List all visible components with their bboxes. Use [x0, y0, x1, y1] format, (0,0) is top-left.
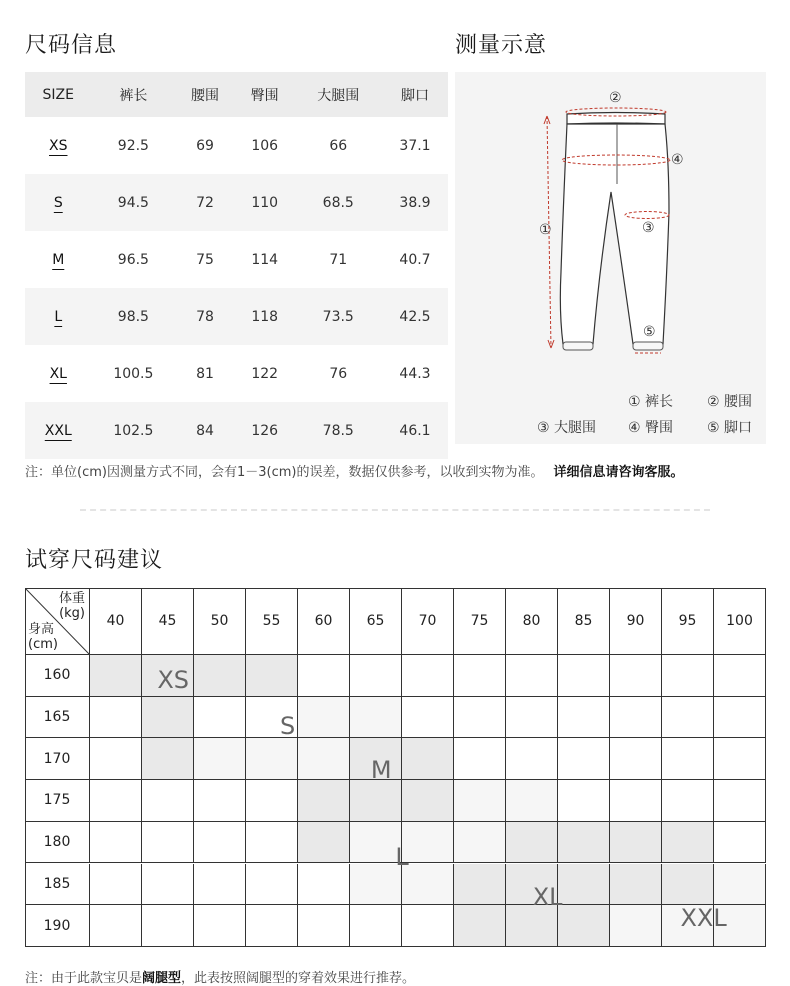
grid-cell — [90, 780, 142, 822]
corner-height-unit: (cm) — [28, 637, 58, 652]
grid-cell — [610, 780, 662, 822]
table-cell: 46.1 — [382, 402, 448, 459]
weight-header: 70 — [402, 588, 454, 655]
grid-cell — [506, 822, 558, 864]
size-zone-label: XS — [157, 666, 190, 695]
grid-cell — [194, 822, 246, 864]
weight-header: 50 — [194, 588, 246, 655]
table-cell: 122 — [251, 365, 279, 382]
grid-cell — [714, 780, 766, 822]
table-row — [25, 231, 448, 288]
weight-header: 100 — [714, 588, 766, 655]
table-cell: 81 — [196, 365, 214, 382]
size-info-title: 尺码信息 — [25, 33, 118, 58]
marker-hip: ④ — [671, 152, 684, 168]
grid-cell — [142, 780, 194, 822]
grid-cell — [662, 822, 714, 864]
weight-header: 45 — [142, 588, 194, 655]
table-cell: 76 — [329, 365, 348, 382]
grid-cell — [142, 697, 194, 739]
measure-diagram — [455, 72, 766, 444]
grid-cell — [142, 738, 194, 780]
grid-cell — [194, 697, 246, 739]
grid-cell — [454, 738, 506, 780]
grid-cell — [246, 738, 298, 780]
weight-header: 60 — [298, 588, 350, 655]
size-label: S — [25, 174, 92, 231]
legend-hem: ⑤ 脚口 — [707, 420, 753, 436]
grid-cell — [90, 655, 142, 697]
size-zone-label: S — [279, 711, 296, 740]
grid-cell — [402, 738, 454, 780]
size-label: XXL — [25, 402, 92, 459]
grid-cell — [714, 864, 766, 906]
grid-corner — [25, 588, 90, 655]
grid-cell — [298, 780, 350, 822]
grid-cell — [454, 905, 506, 947]
note-units-text: 注：单位(cm)因测量方式不同，会有1－3(cm)的误差，数据仅供参考，以收到实物为准。 — [25, 465, 544, 480]
weight-header: 85 — [558, 588, 610, 655]
legend-waist: ② 腰围 — [707, 394, 753, 410]
table-cell: 92.5 — [117, 137, 149, 154]
col-header: 脚口 — [382, 72, 448, 117]
table-cell: 114 — [251, 251, 279, 268]
grid-cell — [90, 738, 142, 780]
col-header: 臀围 — [235, 72, 295, 117]
table-cell: 106 — [251, 137, 279, 154]
section-divider — [80, 509, 710, 511]
table-cell: 75 — [196, 251, 214, 268]
legend-length: ① 裤长 — [628, 394, 674, 410]
weight-header: 65 — [350, 588, 402, 655]
grid-cell — [298, 738, 350, 780]
size-label: L — [25, 288, 92, 345]
size-zone-label: M — [370, 755, 392, 784]
grid-cell — [350, 697, 402, 739]
grid-cell — [454, 780, 506, 822]
grid-cell — [142, 864, 194, 906]
grid-cell — [662, 697, 714, 739]
table-cell: 98.5 — [92, 288, 176, 345]
grid-cell — [350, 655, 402, 697]
grid-cell — [142, 822, 194, 864]
table-cell: 102.5 — [92, 402, 176, 459]
grid-cell — [454, 655, 506, 697]
size-zone-label: L — [395, 843, 409, 872]
size-table-header — [25, 72, 448, 117]
corner-height: 身高 — [28, 622, 55, 637]
grid-cell — [610, 738, 662, 780]
grid-cell — [402, 655, 454, 697]
table-cell: 118 — [235, 288, 295, 345]
height-header: 185 — [25, 864, 90, 906]
table-cell: 38.9 — [382, 174, 448, 231]
table-row — [25, 174, 448, 231]
grid-cell — [194, 655, 246, 697]
grid-cell — [714, 655, 766, 697]
grid-cell — [558, 780, 610, 822]
grid-cell — [402, 864, 454, 906]
grid-cell — [246, 822, 298, 864]
col-header: 裤长 — [92, 72, 176, 117]
marker-thigh: ③ — [642, 220, 655, 236]
grid-cell — [558, 738, 610, 780]
grid-cell — [662, 780, 714, 822]
table-cell: 110 — [235, 174, 295, 231]
grid-cell — [194, 905, 246, 947]
grid-cell — [246, 864, 298, 906]
weight-header: 40 — [90, 588, 142, 655]
grid-cell — [142, 905, 194, 947]
table-cell: 37.1 — [399, 137, 431, 154]
grid-cell — [350, 905, 402, 947]
grid-cell — [714, 697, 766, 739]
table-cell: 78 — [175, 288, 235, 345]
grid-cell — [506, 655, 558, 697]
grid-cell — [558, 864, 610, 906]
size-zone-label: XXL — [680, 903, 727, 932]
corner-height-label — [28, 622, 58, 652]
col-header: 大腿围 — [295, 72, 382, 117]
height-header: 180 — [25, 822, 90, 864]
size-table — [25, 72, 448, 459]
grid-cell — [246, 780, 298, 822]
size-label: M — [52, 251, 65, 268]
note-units-contact: 详细信息请咨询客服。 — [553, 465, 684, 480]
grid-cell — [402, 822, 454, 864]
corner-weight-unit: (kg) — [59, 606, 85, 621]
table-cell: 44.3 — [399, 365, 431, 382]
height-header: 175 — [25, 780, 90, 822]
grid-cell — [246, 655, 298, 697]
grid-cell — [610, 655, 662, 697]
grid-cell — [662, 738, 714, 780]
fit-title: 试穿尺码建议 — [25, 548, 164, 573]
grid-cell — [194, 864, 246, 906]
note-units — [25, 461, 683, 480]
marker-hem: ⑤ — [643, 324, 656, 340]
grid-cell — [90, 697, 142, 739]
weight-header: 90 — [610, 588, 662, 655]
grid-cell — [454, 864, 506, 906]
table-cell: 73.5 — [295, 288, 382, 345]
grid-cell — [402, 697, 454, 739]
height-header: 165 — [25, 697, 90, 739]
grid-cell — [454, 697, 506, 739]
weight-header: 55 — [246, 588, 298, 655]
grid-cell — [714, 822, 766, 864]
grid-cell — [558, 822, 610, 864]
grid-cell — [298, 905, 350, 947]
note-fit-emphasis: 阔腿型 — [142, 971, 182, 986]
grid-cell — [90, 822, 142, 864]
grid-cell — [506, 697, 558, 739]
grid-cell — [350, 780, 402, 822]
weight-header: 75 — [454, 588, 506, 655]
note-fit — [25, 967, 415, 986]
col-header: 腰围 — [175, 72, 235, 117]
grid-cell — [662, 655, 714, 697]
table-cell: 66 — [329, 137, 348, 154]
grid-cell — [610, 697, 662, 739]
grid-cell — [558, 905, 610, 947]
table-cell: 71 — [329, 251, 348, 268]
grid-cell — [714, 738, 766, 780]
height-header: 190 — [25, 905, 90, 947]
height-header: 160 — [25, 655, 90, 697]
grid-cell — [298, 697, 350, 739]
weight-header: 80 — [506, 588, 558, 655]
pants-illustration — [455, 72, 766, 444]
grid-cell — [350, 822, 402, 864]
grid-cell — [90, 864, 142, 906]
measure-title: 测量示意 — [455, 33, 548, 58]
table-cell: 42.5 — [382, 288, 448, 345]
table-row — [25, 402, 448, 459]
table-cell: 96.5 — [117, 251, 149, 268]
size-label: XS — [49, 137, 68, 154]
grid-cell — [506, 738, 558, 780]
grid-cell — [194, 780, 246, 822]
col-header: SIZE — [25, 72, 92, 117]
grid-cell — [298, 822, 350, 864]
grid-cell — [90, 905, 142, 947]
table-cell: 126 — [235, 402, 295, 459]
height-header: 170 — [25, 738, 90, 780]
table-cell: 68.5 — [295, 174, 382, 231]
grid-cell — [246, 905, 298, 947]
table-cell: 78.5 — [295, 402, 382, 459]
grid-cell — [662, 864, 714, 906]
table-cell: 40.7 — [399, 251, 431, 268]
grid-cell — [610, 905, 662, 947]
corner-weight-label — [59, 591, 85, 621]
grid-cell — [506, 780, 558, 822]
size-zone-label: XL — [532, 882, 563, 911]
marker-length: ① — [539, 222, 552, 238]
grid-cell — [506, 905, 558, 947]
table-cell: 69 — [196, 137, 214, 154]
grid-cell — [558, 697, 610, 739]
size-label: XL — [49, 365, 67, 382]
fit-size-grid — [25, 588, 765, 947]
table-cell: 84 — [175, 402, 235, 459]
grid-cell — [402, 780, 454, 822]
table-row — [25, 345, 448, 402]
note-fit-prefix: 注：由于此款宝贝是 — [25, 971, 143, 986]
grid-cell — [350, 864, 402, 906]
table-cell: 72 — [175, 174, 235, 231]
corner-weight: 体重 — [58, 591, 85, 606]
table-cell: 100.5 — [113, 365, 154, 382]
marker-waist: ② — [609, 90, 622, 106]
note-fit-suffix: ，此表按照阔腿型的穿着效果进行推荐。 — [181, 971, 416, 986]
legend-thigh: ③ 大腿围 — [537, 420, 597, 436]
grid-cell — [454, 822, 506, 864]
grid-cell — [558, 655, 610, 697]
legend-hip: ④ 臀围 — [628, 420, 674, 436]
table-cell: 94.5 — [92, 174, 176, 231]
weight-header: 95 — [662, 588, 714, 655]
grid-cell — [402, 905, 454, 947]
grid-cell — [610, 864, 662, 906]
grid-cell — [610, 822, 662, 864]
grid-cell — [194, 738, 246, 780]
grid-cell — [298, 655, 350, 697]
table-row — [25, 117, 448, 174]
grid-cell — [298, 864, 350, 906]
table-row — [25, 288, 448, 345]
